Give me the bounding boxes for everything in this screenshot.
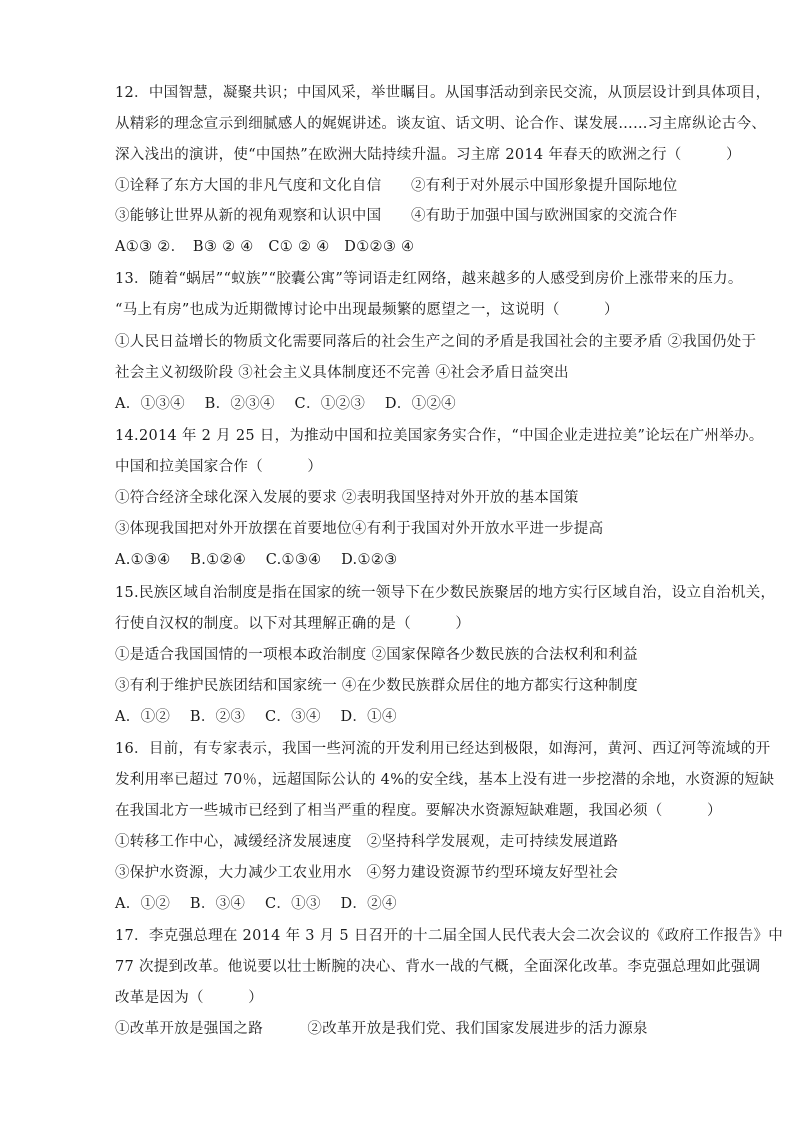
question-15-line-2: 行使自汉权的制度。以下对其理解正确的是（ ） (115, 616, 471, 632)
question-13-option-line-1: ①人民日益增长的物质文化需要同落后的社会生产之间的矛盾是我国社会的主要矛盾 ②我国仍处于 (115, 334, 757, 350)
question-14-option-line-2: ③体现我国把对外开放摆在首要地位④有利于我国对外开放水平进一步提高 (115, 521, 604, 537)
question-16-option-line-1: ①转移工作中心，减缓经济发展速度 ②坚持科学发展观，走可持续发展道路 (115, 834, 619, 850)
question-13-line-2: “马上有房”也成为近期微博讨论中出现最频繁的愿望之一，这说明（ ） (115, 302, 619, 318)
question-15-option-line-2: ③有利于维护民族团结和国家统一 ④在少数民族群众居住的地方都实行这种制度 (115, 678, 638, 694)
question-16-line-2: 发利用率已超过 70％，远超国际公认的 4%的安全线，基本上没有进一步挖潜的余地，水资源的短缺 (115, 772, 775, 788)
question-16-answers: A．①② B．③④ C．①③ D．②④ (115, 896, 397, 912)
question-12-line-3: 深入浅出的演讲，使“中国热”在欧洲大陆持续升温。习主席 2014 年春天的欧洲之行（ ） (115, 147, 741, 163)
question-17-line-2: 77 次提到改革。他说要以壮士断腕的决心、背水一战的气概，全面深化改革。李克强总理如此强调 (115, 959, 761, 975)
question-14-line-2: 中国和拉美国家合作（ ） (115, 459, 323, 475)
question-17-option-line-1: ①改革开放是强国之路 ②改革开放是我们党、我们国家发展进步的活力源泉 (115, 1021, 648, 1037)
question-14-answers: A.①③④ B.①②④ C.①③④ D.①②③ (115, 552, 398, 568)
question-17-line-3: 改革是因为（ ） (115, 990, 263, 1006)
question-12-line-2: 从精彩的理念宣示到细腻感人的娓娓讲述。谈友谊、话文明、论合作、谋发展……习主席纵论古今、 (115, 116, 767, 132)
question-15-option-line-1: ①是适合我国国情的一项根本政治制度 ②国家保障各少数民族的合法权利和利益 (115, 647, 638, 663)
question-16-line-1: 16．目前，有专家表示，我国一些河流的开发利用已经达到极限，如海河，黄河、西辽河等流域的开 (115, 741, 771, 757)
question-13-answers: A．①③④ B．②③④ C．①②③ D．①②④ (115, 396, 456, 412)
question-13-option-line-2: 社会主义初级阶段 ③社会主义具体制度还不完善 ④社会矛盾日益突出 (115, 365, 569, 381)
question-16-line-3: 在我国北方一些城市已经到了相当严重的程度。要解决水资源短缺难题，我国必须（ ） (115, 803, 722, 819)
question-12-option-line-1: ①诠释了东方大国的非凡气度和文化自信 ②有利于对外展示中国形象提升国际地位 (115, 178, 678, 194)
question-14-line-1: 14.2014 年 2 月 25 日，为推动中国和拉美国家务实合作，“中国企业走进拉美”论坛在广州举办。 (115, 428, 764, 444)
question-15-line-1: 15.民族区域自治制度是指在国家的统一领导下在少数民族聚居的地方实行区域自治，设立自治机关， (115, 585, 776, 601)
question-14-option-line-1: ①符合经济全球化深入发展的要求 ②表明我国坚持对外开放的基本国策 (115, 490, 579, 506)
question-12-answers: A①③ ②． B③ ② ④ C① ② ④ D①②③ ④ (115, 239, 415, 255)
question-16-option-line-2: ③保护水资源，大力减少工农业用水 ④努力建设资源节约型环境友好型社会 (115, 865, 619, 881)
question-12-line-1: 12．中国智慧，凝聚共识；中国风采，举世瞩目。从国事活动到亲民交流，从顶层设计到具体项目， (115, 85, 771, 101)
question-17-line-1: 17．李克强总理在 2014 年 3 月 5 日召开的十二届全国人民代表大会二次会议的《政府工作报告》中 (115, 928, 784, 944)
question-13-line-1: 13．随着“蜗居”“蚁族”“胶囊公寓”等词语走红网络，越来越多的人感受到房价上涨带来的压力。 (115, 271, 743, 287)
question-12-option-line-2: ③能够让世界从新的视角观察和认识中国 ④有助于加强中国与欧洲国家的交流合作 (115, 208, 678, 224)
question-15-answers: A．①② B．②③ C．③④ D．①④ (115, 709, 397, 725)
